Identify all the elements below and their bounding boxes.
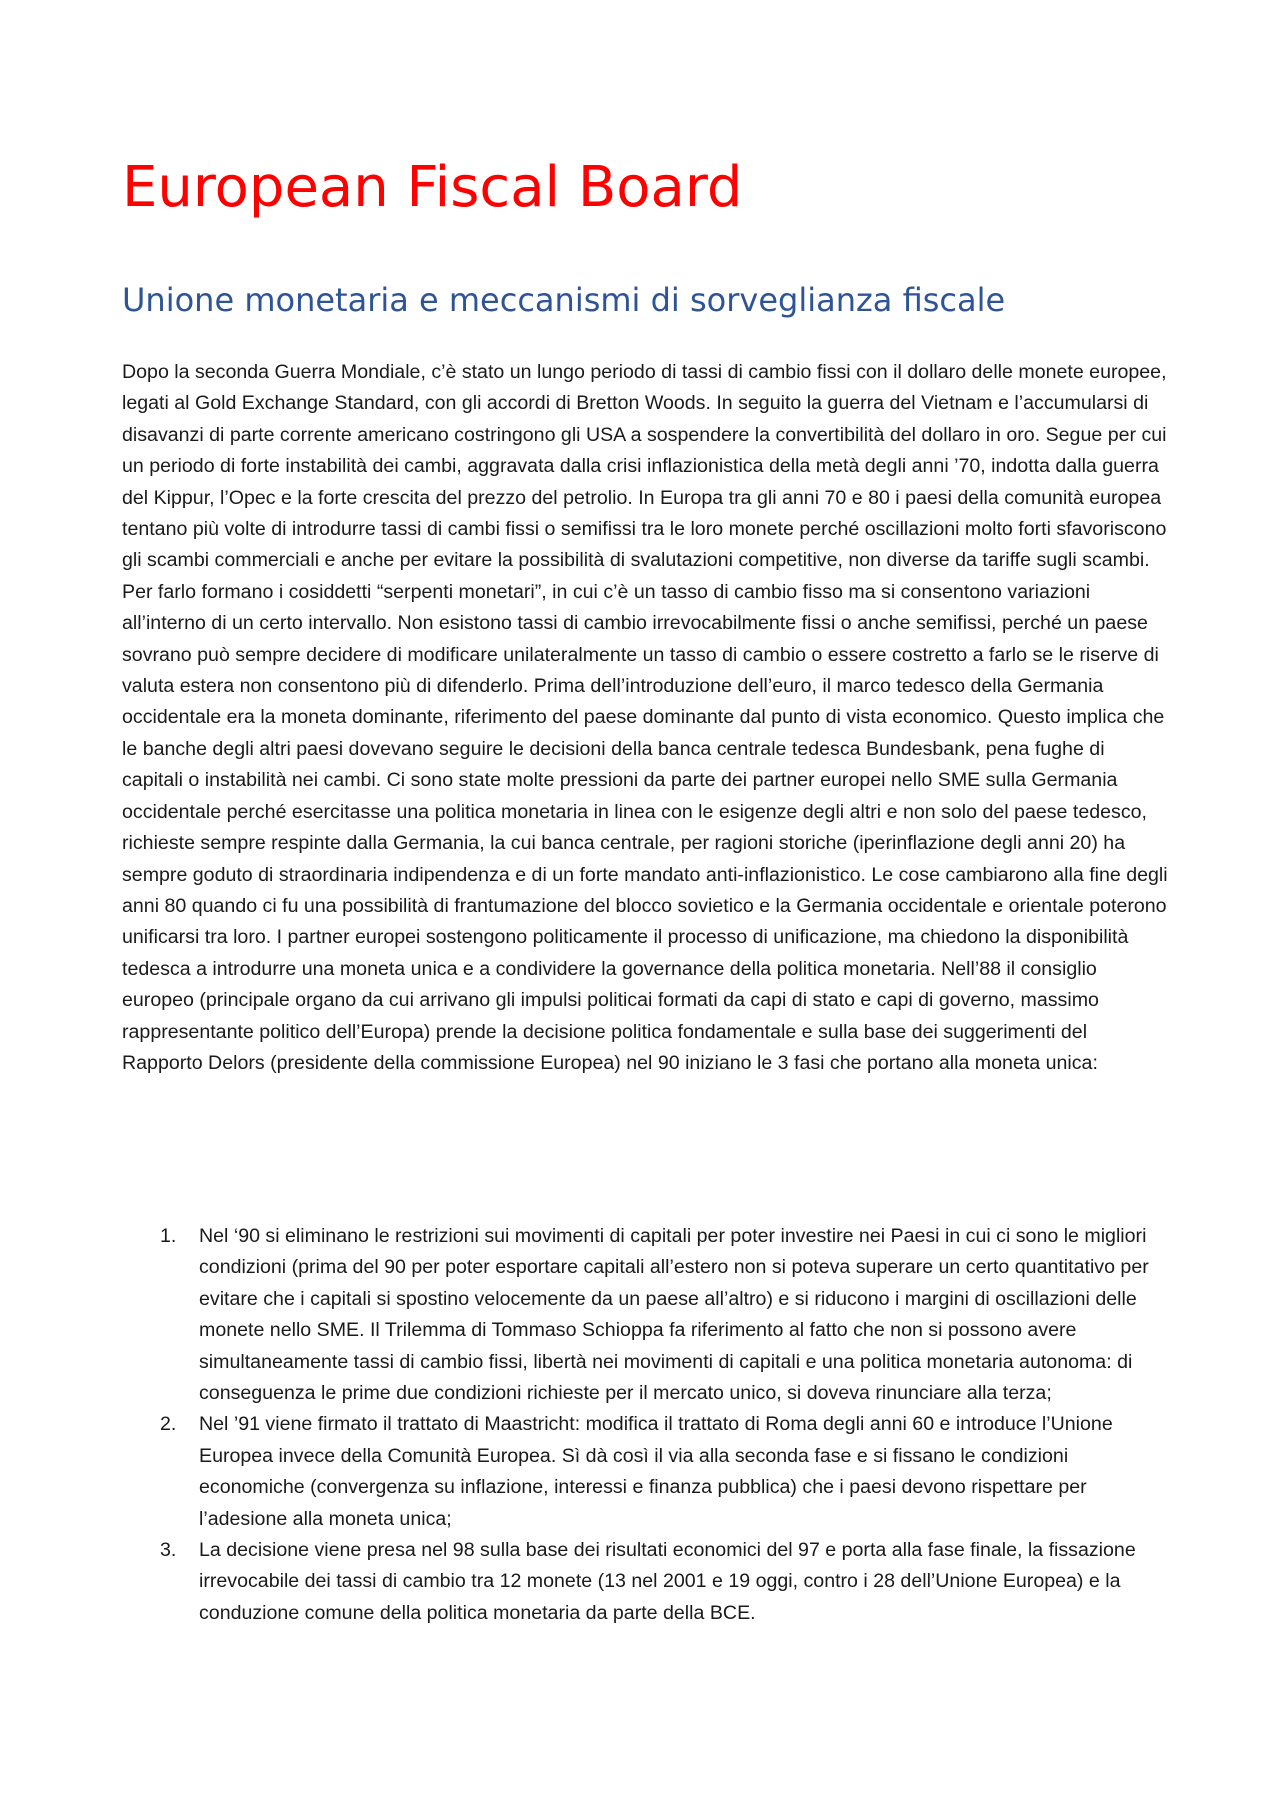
list-item bbox=[122, 1409, 1168, 1535]
list-item-number: 2. bbox=[160, 1413, 177, 1436]
list-item-number: 3. bbox=[160, 1539, 177, 1562]
list-item-text: Nel ‘90 si eliminano le restrizioni sui movimenti di capitali per poter investire nei Paesi in cui ci sono le migliori condizioni (prima del 90 per poter esportare capitali all’estero non si poteva superare un certo quantitativo per evitare che i capitali si spostino velocemente da un paese all’altro) e si riducono i margini di oscillazioni delle monete nello SME. Il Trilemma di Tommaso Schioppa fa riferimento al fatto che non si possono avere simultaneamente tassi di cambio fissi, libertà nei movimenti di capitali e una politica monetaria autonoma: di conseguenza le prime due condizioni richieste per il mercato unico, si doveva rinunciare alla terza; bbox=[199, 1225, 1149, 1405]
section-heading: Unione monetaria e meccanismi di sorveglianza fiscale bbox=[122, 281, 1006, 319]
phases-list bbox=[122, 1221, 1168, 1629]
list-item bbox=[122, 1535, 1168, 1629]
list-item-text: Nel ’91 viene firmato il trattato di Maastricht: modifica il trattato di Roma degli anni 60 e introduce l’Unione Europea invece della Comunità Europea. Sì dà così il via alla seconda fase e si fissano le condizioni economiche (convergenza su inflazione, interessi e finanza pubblica) che i paesi devono rispettare per l’adesione alla moneta unica; bbox=[199, 1413, 1113, 1530]
list-item-text: La decisione viene presa nel 98 sulla base dei risultati economici del 97 e porta alla fase finale, la fissazione irrevocabile dei tassi di cambio tra 12 monete (13 nel 2001 e 19 oggi, contro i 28 dell’Unione Europea) e la conduzione comune della politica monetaria da parte della BCE. bbox=[199, 1539, 1136, 1624]
list-item bbox=[122, 1221, 1168, 1409]
body-paragraph: Dopo la seconda Guerra Mondiale, c’è stato un lungo periodo di tassi di cambio fissi con il dollaro delle monete europee, legati al Gold Exchange Standard, con gli accordi di Bretton Woods. In seguito la guerra del Vietnam e l’accumularsi di disavanzi di parte corrente americano costringono gli USA a sospendere la convertibilità del dollaro in oro. Segue per cui un periodo di forte instabilità dei cambi, aggravata dalla crisi inflazionistica della metà degli anni ’70, indotta dalla guerra del Kippur, l’Opec e la forte crescita del prezzo del petrolio. In Europa tra gli anni 70 e 80 i paesi della comunità europea tentano più volte di introdurre tassi di cambi fissi o semifissi tra le loro monete perché oscillazioni molto forti sfavoriscono gli scambi commerciali e anche per evitare la possibilità di svalutazioni competitive, non diverse da tariffe sugli scambi. Per farlo formano i cosiddetti “serpenti monetari”, in cui c’è un tasso di cambio fisso ma si consentono variazioni all’interno di un certo intervallo. Non esistono tassi di cambio irrevocabilmente fissi o anche semifissi, perché un paese sovrano può sempre decidere di modificare unilateralmente un tasso di cambio o essere costretto a farlo se le riserve di valuta estera non consentono più di difenderlo. Prima dell’introduzione dell’euro, il marco tedesco della Germania occidentale era la moneta dominante, riferimento del paese dominante dal punto di vista economico. Questo implica che le banche degli altri paesi dovevano seguire le decisioni della banca centrale tedesca Bundesbank, pena fughe di capitali o instabilità nei cambi. Ci sono state molte pressioni da parte dei partner europei nello SME sulla Germania occidentale perché esercitasse una politica monetaria in linea con le esigenze degli altri e non solo del paese tedesco, richieste sempre respinte dalla Germania, la cui banca centrale, per ragioni storiche (iperinflazione degli anni 20) ha sempre goduto di straordinaria indipendenza e di un forte mandato anti-inflazionistico. Le cose cambiarono alla fine degli anni 80 quando ci fu una possibilità di frantumazione del blocco sovietico e la Germania occidentale e orientale poterono unificarsi tra loro. I partner europei sostengono politicamente il processo di unificazione, ma chiedono la disponibilità tedesca a introdurre una moneta unica e a condividere la governance della politica monetaria. Nell’88 il consiglio europeo (principale organo da cui arrivano gli impulsi politicai formati da capi di stato e capi di governo, massimo rappresentante politico dell’Europa) prende la decisione politica fondamentale e sulla base dei suggerimenti del Rapporto Delors (presidente della commissione Europea) nel 90 iniziano le 3 fasi che portano alla moneta unica: bbox=[122, 361, 1168, 1074]
list-item-number: 1. bbox=[160, 1225, 177, 1247]
document-title: European Fiscal Board bbox=[122, 155, 743, 220]
